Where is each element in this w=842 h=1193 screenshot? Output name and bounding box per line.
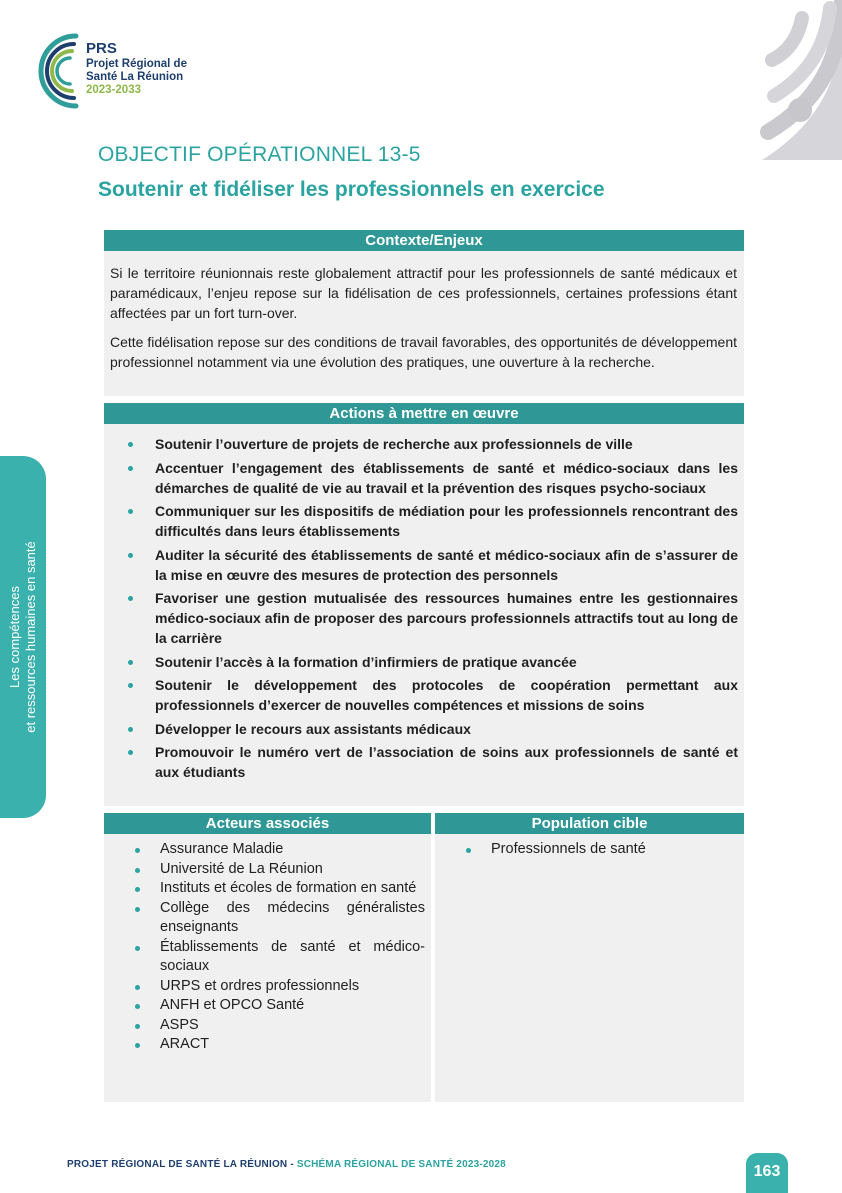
action-item: Soutenir le développement des protocoles de coopération permettant aux professionnels d’exercer de nouvelles compétences et missions de soins [126, 675, 738, 715]
objective-label: OBJECTIF OPÉRATIONNEL 13-5 [98, 143, 421, 166]
partner-item: Université de La Réunion [133, 860, 425, 880]
chapter-side-tab [0, 456, 46, 818]
partner-item: Instituts et écoles de formation en santé [133, 879, 425, 899]
actions-section [104, 403, 744, 806]
partner-item: Assurance Maladie [133, 840, 425, 860]
action-item: Favoriser une gestion mutualisée des ressources humaines entre les gestionnaires médico-sociaux afin de proposer des parcours professionnels attractifs tout au long de la carrière [126, 588, 738, 648]
partner-item: ANFH et OPCO Santé [133, 996, 425, 1016]
action-item: Communiquer sur les dispositifs de médiation pour les professionnels rencontrant des difficultés dans leurs établissements [126, 501, 738, 541]
chapter-side-tab-line-2: et ressources humaines en santé [23, 541, 38, 733]
page-footer [67, 1159, 506, 1170]
partner-item: ASPS [133, 1016, 425, 1036]
page-number: 163 [746, 1153, 788, 1193]
partner-item: ARACT [133, 1035, 425, 1055]
partners-heading: Acteurs associés [104, 813, 431, 834]
target-population-list [435, 834, 744, 860]
action-item: Auditer la sécurité des établissements de santé et médico-sociaux afin de s’assurer de la mise en œuvre des mesures de protection des personnels [126, 545, 738, 585]
logo-line-2: Santé La Réunion [86, 71, 184, 83]
target-population-heading: Population cible [435, 813, 744, 834]
action-item: Développer le recours aux assistants médicaux [126, 719, 738, 739]
prs-logo-arcs-icon [24, 30, 84, 112]
logo-years: 2023-2033 [86, 84, 141, 96]
partner-item: Établissements de santé et médico-sociaux [133, 938, 425, 977]
chapter-side-tab-line-1: Les compétences [7, 586, 22, 688]
target-population-section [435, 813, 744, 1102]
prs-logo [24, 30, 214, 112]
action-item: Promouvoir le numéro vert de l’association de soins aux professionnels de santé et aux étudiants [126, 742, 738, 782]
context-paragraph: Si le territoire réunionnais reste globalement attractif pour les professionnels de santé médicaux et paramédicaux, l’enjeu repose sur la fidélisation de ces professionnels, certaines professions étant affectées par un fort turn-over. [110, 265, 737, 321]
action-item: Soutenir l’accès à la formation d’infirmiers de pratique avancée [126, 652, 738, 672]
target-population-item: Professionnels de santé [464, 840, 738, 860]
context-heading: Contexte/Enjeux [104, 230, 744, 251]
logo-acronym: PRS [86, 40, 117, 57]
logo-line-1: Projet Régional de [86, 58, 187, 70]
partners-list [104, 834, 431, 1055]
footer-project: PROJET RÉGIONAL DE SANTÉ LA RÉUNION - [67, 1159, 297, 1170]
partner-item: Collège des médecins généralistes enseignants [133, 899, 425, 938]
context-section [104, 230, 744, 396]
partners-section [104, 813, 431, 1102]
partner-item: URPS et ordres professionnels [133, 977, 425, 997]
actions-heading: Actions à mettre en œuvre [104, 403, 744, 424]
actions-list [104, 424, 744, 782]
decorative-swirl-icon [692, 0, 842, 160]
action-item: Soutenir l’ouverture de projets de recherche aux professionnels de ville [126, 434, 738, 454]
context-paragraph: Cette fidélisation repose sur des conditions de travail favorables, des opportunités de développement professionnel notamment via une évolution des pratiques, une ouverture à la recherche. [110, 334, 737, 370]
action-item: Accentuer l’engagement des établissements de santé et médico-sociaux dans les démarches de qualité de vie au travail et la prévention des risques psycho-sociaux [126, 458, 738, 498]
footer-scheme: SCHÉMA RÉGIONAL DE SANTÉ 2023-2028 [296, 1159, 506, 1170]
objective-title: Soutenir et fidéliser les professionnels en exercice [98, 178, 605, 201]
